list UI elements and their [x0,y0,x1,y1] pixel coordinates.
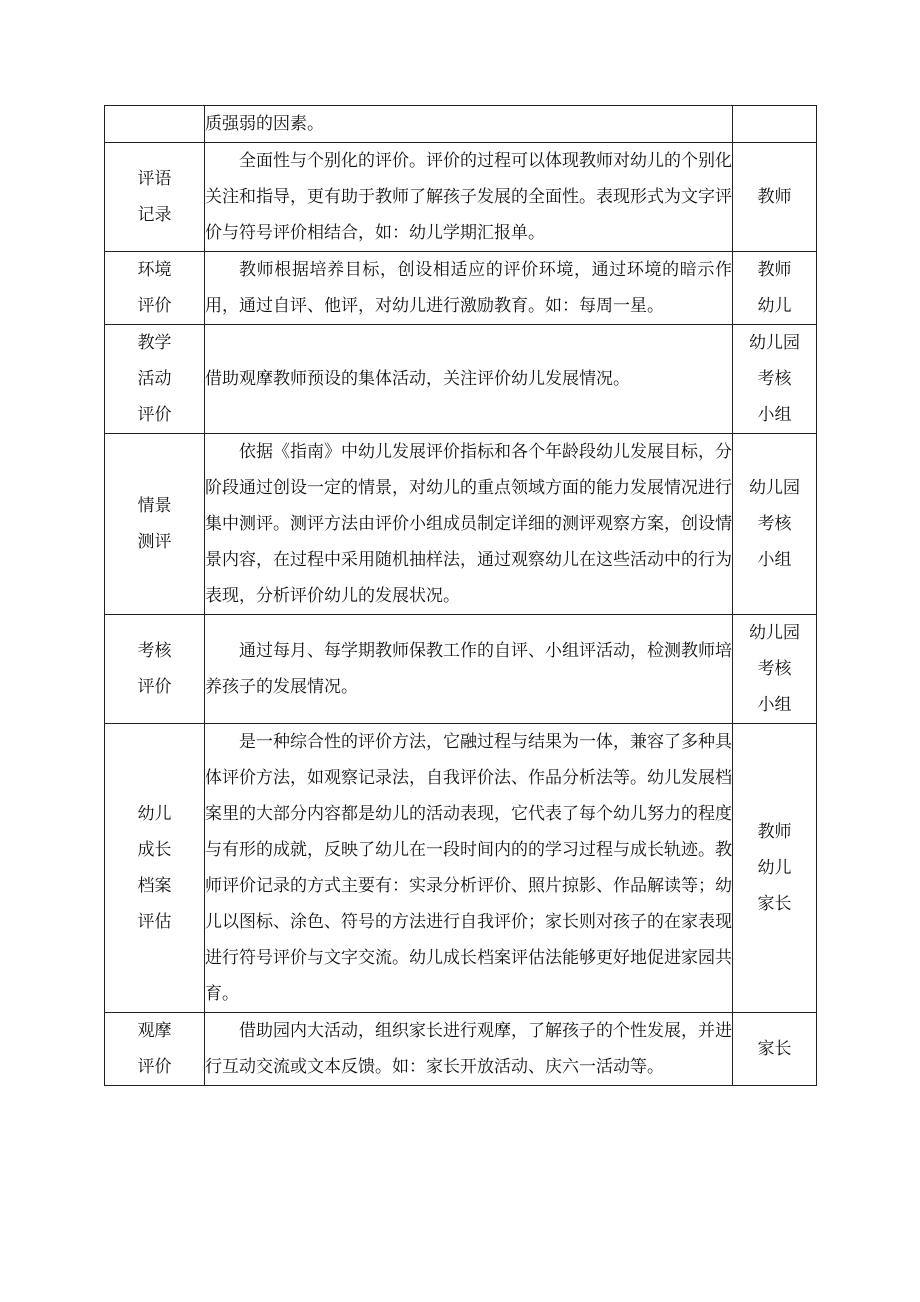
method-name-line: 评价 [137,677,172,697]
method-name-line: 评价 [137,1057,172,1077]
evaluator-line: 幼儿园 [749,623,800,643]
method-name-cell [105,615,205,724]
description-cell [205,434,733,615]
method-name-line: 评价 [137,405,172,425]
method-name-line: 情景 [137,496,172,516]
evaluator-cell [733,143,817,252]
method-name-cell [105,252,205,325]
table-row [105,434,817,615]
description-cell [205,724,733,1013]
description-cell [205,1013,733,1086]
evaluator-cell [733,434,817,615]
evaluator-line: 幼儿园 [749,333,800,353]
method-name-line: 测评 [137,532,172,552]
evaluator-line: 幼儿 [757,296,792,316]
method-name-line: 环境 [137,260,172,280]
description-cell [205,615,733,724]
method-name-cell [105,325,205,434]
description-text: 全面性与个别化的评价。评价的过程可以体现教师对幼儿的个别化关注和指导，更有助于教师了解孩子发展的全面性。表现形式为文字评价与符号评价相结合，如：幼儿学期汇报单。 [205,151,732,243]
description-text: 借助观摩教师预设的集体活动，关注评价幼儿发展情况。 [205,369,630,389]
method-name-line: 幼儿 [137,804,172,824]
description-text: 是一种综合性的评价方法，它融过程与结果为一体，兼容了多种具体评价方法，如观察记录法，自我评价法、作品分析法等。幼儿发展档案里的大部分内容都是幼儿的活动表现，它代表了每个幼儿努力的程度与有形的成就，反映了幼儿在一段时间内的的学习过程与成长轨迹。教师评价记录的方式主要有：实录分析评价、照片掠影、作品解读等；幼儿以图标、涂色、符号的方法进行自我评价；家长则对孩子的在家表现进行符号评价与文字交流。幼儿成长档案评估法能够更好地促进家园共育。 [205,732,732,1004]
description-cell [205,106,733,143]
method-name-line: 教学 [137,333,172,353]
method-name-line: 观摩 [137,1021,172,1041]
description-cell [205,252,733,325]
table-row [105,143,817,252]
description-text: 依据《指南》中幼儿发展评价指标和各个年龄段幼儿发展目标，分阶段通过创设一定的情景，对幼儿的重点领域方面的能力发展情况进行集中测评。测评方法由评价小组成员制定详细的测评观察方案，创设情景内容，在过程中采用随机抽样法，通过观察幼儿在这些活动中的行为表现，分析评价幼儿的发展状况。 [205,442,732,606]
description-text: 通过每月、每学期教师保教工作的自评、小组评活动，检测教师培养孩子的发展情况。 [205,641,732,697]
table-row [105,1013,817,1086]
evaluator-line: 教师 [757,187,792,207]
method-name-line: 记录 [137,205,172,225]
evaluator-line: 幼儿 [757,858,792,878]
method-name-line: 档案 [137,876,172,896]
evaluator-cell [733,252,817,325]
evaluator-line: 家长 [757,894,792,914]
method-name-cell [105,434,205,615]
method-name-line: 评估 [137,912,172,932]
table-row [105,724,817,1013]
evaluator-cell [733,325,817,434]
method-name-cell [105,143,205,252]
description-text: 质强弱的因素。 [205,114,324,134]
evaluator-line: 幼儿园 [749,478,800,498]
method-name-line: 成长 [137,840,172,860]
evaluation-methods-table [104,105,817,1086]
evaluator-line: 小组 [757,405,792,425]
method-name-cell [105,724,205,1013]
evaluator-cell [733,724,817,1013]
description-cell [205,325,733,434]
evaluator-line: 教师 [757,260,792,280]
method-name-line: 考核 [137,641,172,661]
evaluator-line: 家长 [757,1039,792,1059]
description-cell [205,143,733,252]
table-row [105,252,817,325]
evaluator-cell [733,106,817,143]
table-row [105,106,817,143]
evaluator-line: 小组 [757,695,792,715]
method-name-line: 评价 [137,296,172,316]
evaluator-line: 小组 [757,550,792,570]
evaluator-line: 考核 [757,659,792,679]
description-text: 借助园内大活动，组织家长进行观摩，了解孩子的个性发展，并进行互动交流或文本反馈。如：家长开放活动、庆六一活动等。 [205,1021,732,1077]
table-row [105,325,817,434]
method-name-line: 评语 [137,169,172,189]
evaluator-cell [733,1013,817,1086]
description-text: 教师根据培养目标，创设相适应的评价环境，通过环境的暗示作用，通过自评、他评，对幼儿进行激励教育。如：每周一星。 [205,260,732,316]
method-name-cell [105,106,205,143]
evaluator-line: 考核 [757,514,792,534]
method-name-cell [105,1013,205,1086]
evaluator-cell [733,615,817,724]
evaluator-line: 考核 [757,369,792,389]
evaluator-line: 教师 [757,822,792,842]
method-name-line: 活动 [137,369,172,389]
table-row [105,615,817,724]
